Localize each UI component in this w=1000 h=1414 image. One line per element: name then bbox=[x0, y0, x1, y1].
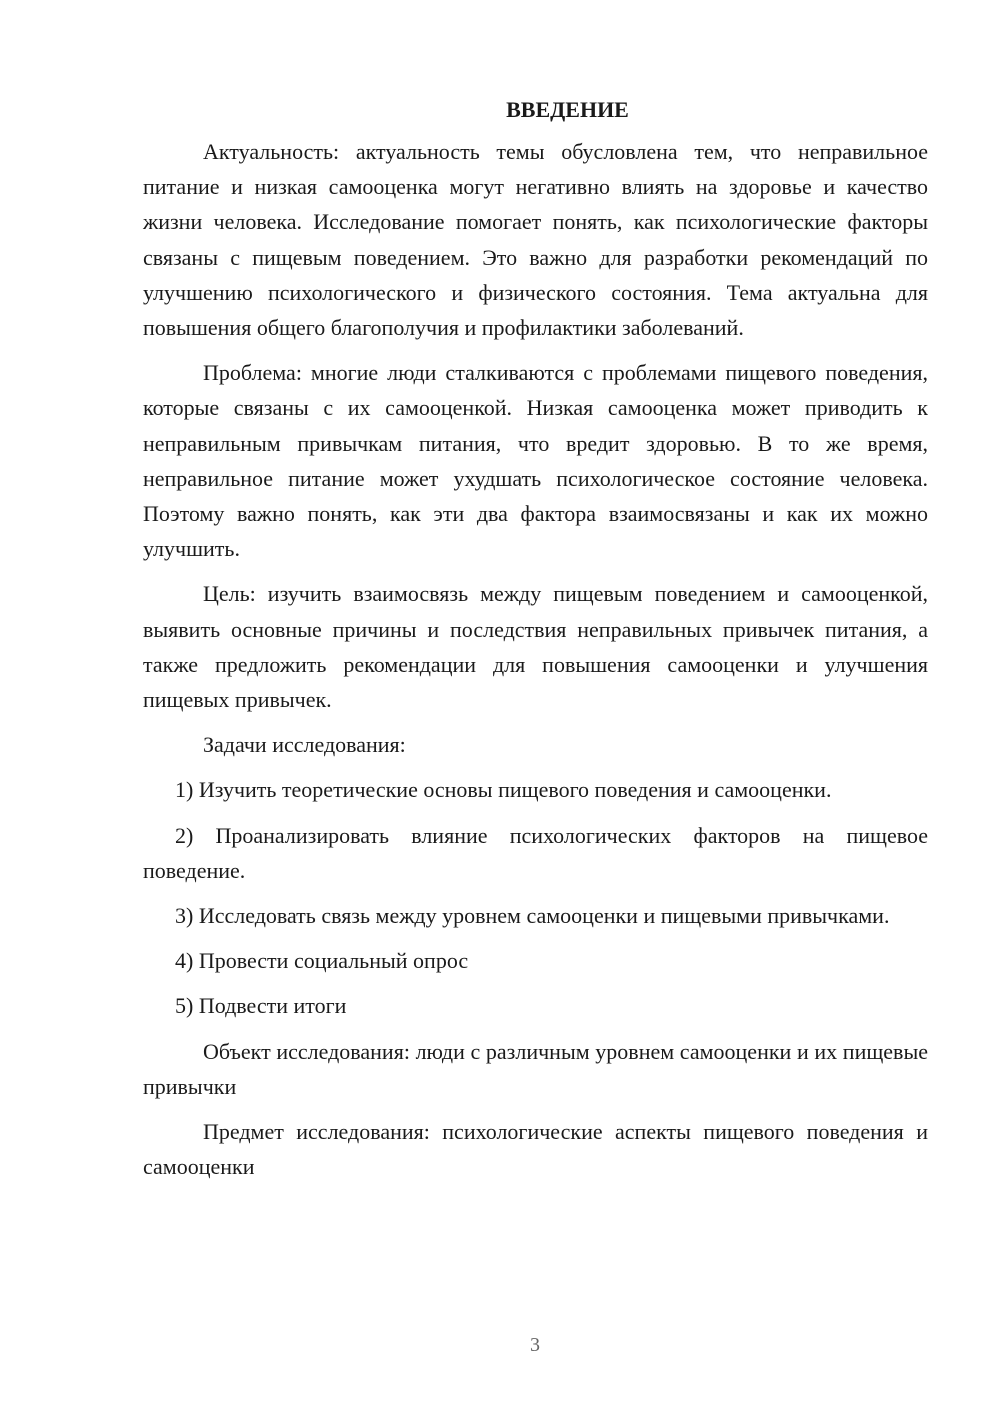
paragraph-goal: Цель: изучить взаимосвязь между пищевым поведением и самооценкой, выявить основные причины и последствия неправильных привычек питания, а также предложить рекомендации для повышения самооценки и улучшения пищевых привычек. bbox=[143, 581, 928, 713]
task-item: 3) Исследовать связь между уровнем самооценки и пищевыми привычками. bbox=[175, 903, 890, 929]
tasks-heading: Задачи исследования: bbox=[203, 732, 406, 758]
task-item: 5) Подвести итоги bbox=[175, 993, 347, 1019]
paragraph-problem: Проблема: многие люди сталкиваются с проблемами пищевого поведения, которые связаны с их самооценкой. Низкая самооценка может приводить к неправильным привычкам питания, что вредит здоровью. В то же время, неправильное питание может ухудшать психологическое состояние человека. Поэтому важно понять, как эти два фактора взаимосвязаны и как их можно улучшить. bbox=[143, 360, 928, 562]
task-item: 2) Проанализировать влияние психологических факторов на пищевое поведение. bbox=[143, 822, 928, 883]
paragraph-relevance: Актуальность: актуальность темы обусловлена тем, что неправильное питание и низкая самооценка могут негативно влиять на здоровье и качество жизни человека. Исследование помогает понять, как психологические факторы связаны с пищевым поведением. Это важно для разработки рекомендаций по улучшению психологического и физического состояния. Тема актуальна для повышения общего благополучия и профилактики заболеваний. bbox=[143, 139, 928, 341]
task-item: 1) Изучить теоретические основы пищевого поведения и самооценки. bbox=[175, 777, 832, 803]
paragraph-object: Объект исследования: люди с различным уровнем самооценки и их пищевые привычки bbox=[143, 1038, 928, 1099]
page-number: 3 bbox=[530, 1334, 540, 1356]
page-content bbox=[143, 96, 928, 1194]
paragraph-subject: Предмет исследования: психологические аспекты пищевого поведения и самооценки bbox=[143, 1119, 928, 1180]
section-title: ВВЕДЕНИЕ bbox=[506, 97, 629, 122]
task-item: 4) Провести социальный опрос bbox=[175, 948, 469, 974]
